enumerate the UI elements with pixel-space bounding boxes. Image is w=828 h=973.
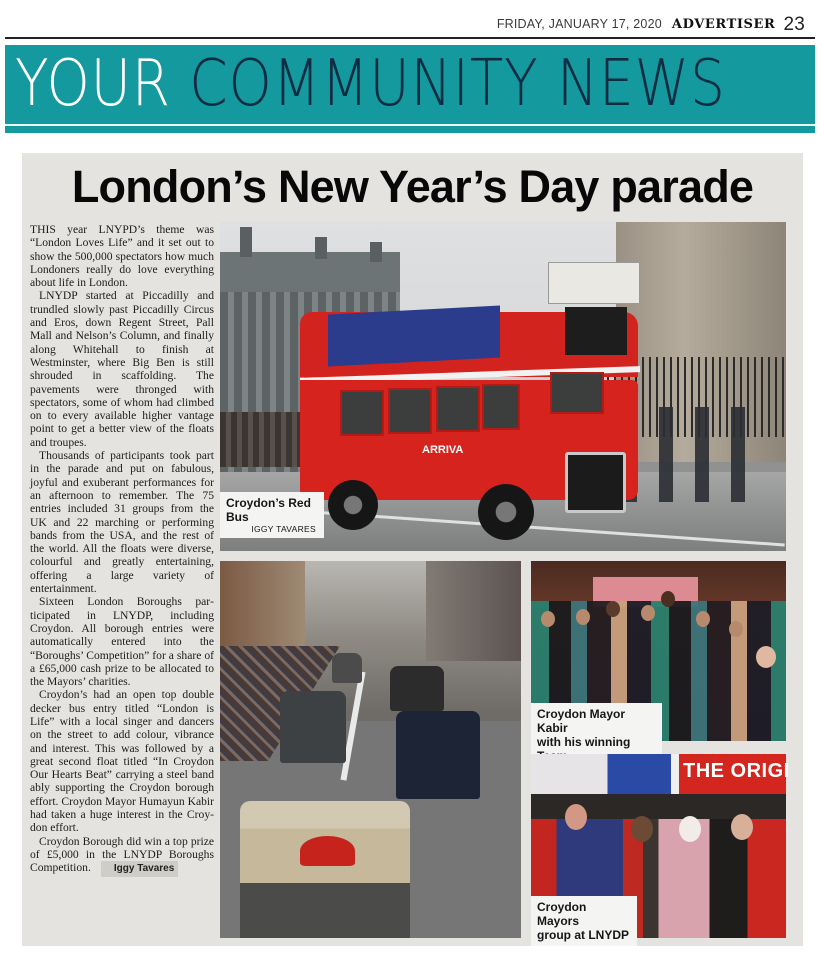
person-head [679,816,701,842]
masthead-dateline [0,14,805,36]
crowd [220,412,305,467]
person-head [565,804,587,830]
page-number: 23 [783,14,805,35]
bus-sign-text: THE ORIGI [683,760,790,782]
bus-wheel [328,480,378,530]
person-head [731,814,753,840]
banner-underbar [5,126,815,133]
article-paragraph: Sixteen London Boroughs participated in LNYDP, including Croydon. All borough entries were automatically entered into the “Boroughs’ Competition” for a share of a £65,000 cash prize to be allocated to the Mayors’ charities. [30,595,214,689]
issue-date: FRIDAY, JANUARY 17, 2020 [496,17,662,31]
article-paragraph: THIS year LNYPD’s theme was “London Loves Life” and it set out to show the 500,000 spectators how much Londoners really do love everything about life in London. [30,223,214,290]
chimney [370,242,382,262]
person-head [541,611,555,627]
article-paragraph: LNYDP started at Piccadilly and trundled slowly past Piccadilly Circus and Eros, down Regent Street, Pall Mall and Nelson’s Column, and finally along Whitehall to finish at Westminster, where Big Ben is still shrouded in scaffolding. The pavements were thronged with spectators, some of whom had climbed on to every available higher vantage point to get a better view of the floats and troupes. [30,289,214,449]
article-paragraph-last [30,835,214,877]
vintage-car-navy [396,711,480,799]
vintage-car-grey [280,691,346,763]
bus-window [436,386,480,432]
bus-destination-blind [565,307,627,355]
photo-credit: IGGY TAVARES [251,524,316,534]
bus-window [388,388,432,434]
article-paragraph: Croydon Borough did win a top prize of £5,000 in the LNYDP Boroughs Competition. [30,834,214,875]
article-headline: London’s New Year’s Day parade [71,161,754,212]
bus-livery-logo: ARRIVA [422,444,464,456]
caption-line: Croydon Mayors [537,900,587,928]
bus-window [340,390,384,436]
person-head [696,611,710,627]
person-head [661,591,675,607]
person-head [641,605,655,621]
caption-line: group at LNYDP [537,928,629,942]
photo-mayors-group [531,754,790,942]
bus-float-sign [548,262,640,304]
santa-figure [300,836,355,866]
bus-radiator-grille [565,452,626,513]
building [426,561,521,661]
bus-window [482,384,520,430]
caption-text: Croydon’s Red Bus [226,496,311,524]
article-body [30,223,214,938]
photo-caption [531,896,637,946]
bus-advert-panel [328,305,500,366]
article-paragraph: Croydon’s had an open top double decker bus entry titled “London is Life” with a local singer and dancers on the street to add colour, vibrance and interest. This was followed by a great second float titled “In Croydon Our Hearts Beat” carrying a steel band ably supporting the Croydon borough effort. Croydon Mayor Humayun Kabir had taken a huge interest in the Croydon effort. [30,688,214,835]
caption-line: with his winning [537,735,631,749]
photo-caption [220,492,324,538]
article-panel [22,153,803,946]
author-byline: Iggy Tavares [101,861,178,876]
section-banner [5,45,815,124]
person-head [631,816,653,842]
section-title-dark: COMMUNITY NEWS [189,47,726,121]
bus-wheel [478,484,534,540]
bus-windscreen [550,372,604,414]
masthead-rule [5,37,815,39]
person-head [729,621,743,637]
person-head [576,609,590,625]
caption-line: Croydon Mayor Kabir [537,707,626,735]
vintage-car [332,653,362,683]
person-head [606,601,620,617]
publication-name: ADVERTISER [671,17,776,32]
section-title [15,46,726,122]
section-title-light: YOUR [15,47,171,121]
photo-winning-team [531,561,786,749]
vintage-car-black [390,666,444,711]
chimney [315,237,327,259]
article-paragraph: Thousands of participants took part in the parade and put on fabulous, joyful and exuberant performances for an afternoon to remember. The 75 entries included 31 groups from the UK and 22 marching or performing bands from the USA, and the rest of the world. All the floats were diverse, colourful and greatly entertaining, offering a large variety of entertainment. [30,449,214,596]
person-head [756,646,776,668]
photo-parade-street [220,561,521,938]
photo-red-bus [220,222,786,551]
open-top-car [240,801,410,938]
chimney [240,227,252,257]
